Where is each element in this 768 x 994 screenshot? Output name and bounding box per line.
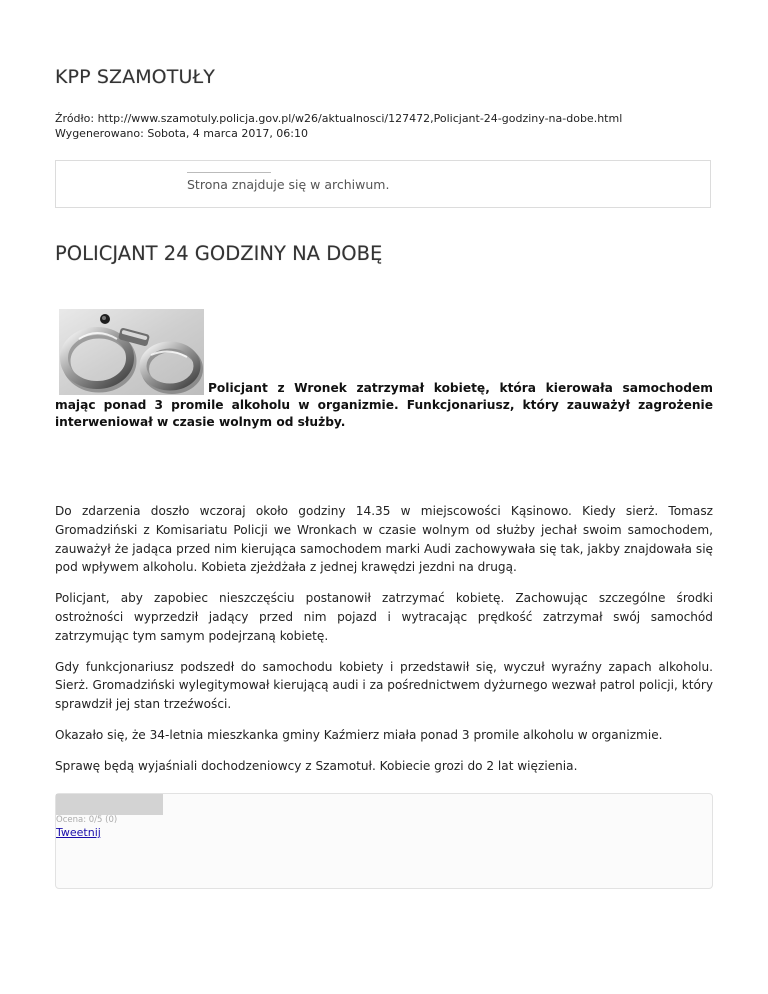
- archive-notice-text: Strona znajduje się w archiwum.: [187, 177, 390, 192]
- site-title: KPP SZAMOTUŁY: [55, 66, 215, 88]
- article-paragraph: Gdy funkcjonariusz podszedł do samochodu kobiety i przedstawił się, wyczuł wyraźny zapach alkoholu. Sierż. Gromadziński wylegitymował kierującą audi i za pośrednictwem dyżurnego wezwał patrol policji, który sprawdził jej stan trzeźwości.: [55, 659, 713, 712]
- article-paragraph: Do zdarzenia doszło wczoraj około godziny 14.35 w miejscowości Kąsinowo. Kiedy sierż. Tomasz Gromadziński z Komisariatu Policji we Wronkach w czasie wolnym od służby jechał swoim samochodem, zauważył że jadąca przed nim kierująca samochodem marki Audi zachowywała się tak, jakby znajdowała się pod wpływem alkoholu. Kobieta zjeżdżała z jednej krawędzi jezdni na drugą.: [55, 504, 713, 575]
- rating-stars-bar[interactable]: [56, 794, 163, 815]
- archive-notice-box: [55, 160, 711, 208]
- rating-text: Ocena: 0/5 (0): [56, 815, 118, 825]
- article-lead-text: Policjant z Wronek zatrzymał kobietę, która kierowała samochodem mając ponad 3 promile alkoholu w organizmie. Funkcjonariusz, który zauważył zagrożenie interweniował w czasie wolnym od służby.: [55, 381, 713, 429]
- social-footer-box: [55, 793, 713, 889]
- archive-divider: [187, 172, 271, 173]
- source-url-line: Źródło: http://www.szamotuly.policja.gov.pl/w26/aktualnosci/127472,Policjant-24-godziny-na-dobe.html: [55, 112, 623, 125]
- article-body: [55, 502, 713, 788]
- article-title: POLICJANT 24 GODZINY NA DOBĘ: [55, 242, 383, 265]
- document-meta: [55, 111, 622, 141]
- tweet-link[interactable]: Tweetnij: [56, 826, 101, 839]
- generated-date-line: Wygenerowano: Sobota, 4 marca 2017, 06:10: [55, 127, 309, 140]
- article-paragraph: Policjant, aby zapobiec nieszczęściu postanowił zatrzymać kobietę. Zachowując szczególne środki ostrożności wyprzedził jadący przed nim pojazd i wytracając prędkość zatrzymał swój samochód zatrzymując tym samym podejrzaną kobietę.: [55, 591, 713, 643]
- article-paragraph: Sprawę będą wyjaśniali dochodzeniowcy z Szamotuł. Kobiecie grozi do 2 lat więzienia.: [55, 758, 578, 773]
- article-lead: [55, 380, 713, 431]
- article-paragraph: Okazało się, że 34-letnia mieszkanka gminy Kaźmierz miała ponad 3 promile alkoholu w organizmie.: [55, 727, 663, 742]
